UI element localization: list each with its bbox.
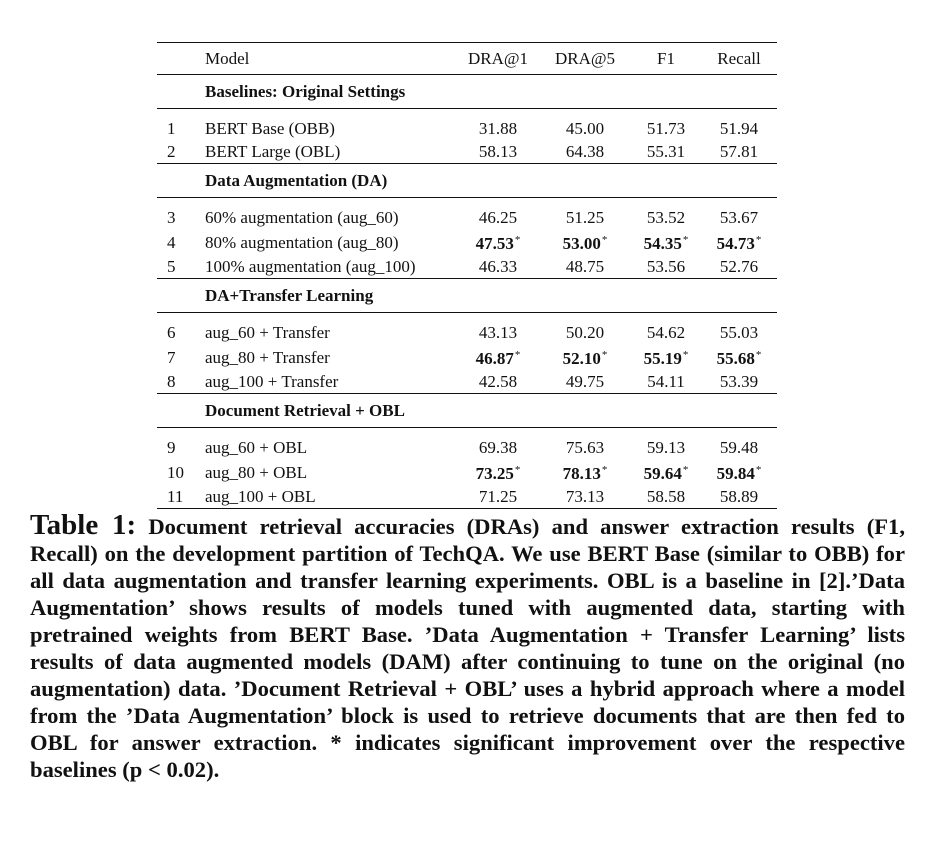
section-header-row xyxy=(157,279,777,313)
row-f1-value: 59.64 xyxy=(643,464,682,483)
row-dra5-value: 48.75 xyxy=(565,257,605,276)
significance-marker: * xyxy=(682,234,689,246)
section-spacer-cell xyxy=(157,428,777,437)
section-num-cell xyxy=(157,164,205,198)
table-row xyxy=(157,321,777,344)
row-recall-cell xyxy=(701,206,777,229)
row-recall-cell xyxy=(701,436,777,459)
row-model-name: 100% augmentation (aug_100) xyxy=(205,255,457,279)
row-number: 2 xyxy=(157,140,205,164)
row-dra1-cell xyxy=(457,344,539,370)
row-dra1-value: 46.25 xyxy=(478,208,518,227)
row-f1-cell xyxy=(631,485,701,509)
row-number: 4 xyxy=(167,232,176,252)
row-f1-value: 59.13 xyxy=(646,438,686,457)
row-dra1-value: 31.88 xyxy=(478,119,518,138)
row-dra1-cell xyxy=(457,255,539,279)
row-recall-cell xyxy=(701,370,777,394)
section-num-cell xyxy=(157,394,205,428)
row-model-name: aug_60 + Transfer xyxy=(205,323,330,342)
section-title: Data Augmentation (DA) xyxy=(205,164,777,198)
row-f1-value: 54.35 xyxy=(643,234,682,253)
section-title: Document Retrieval + OBL xyxy=(205,394,777,428)
row-dra5-value: 50.20 xyxy=(565,323,605,342)
row-dra1-cell xyxy=(457,229,539,255)
row-dra5-cell xyxy=(539,344,631,370)
row-model-name: BERT Large (OBL) xyxy=(205,140,457,164)
section-num-cell xyxy=(157,75,205,109)
row-dra1-value: 58.13 xyxy=(478,142,518,161)
row-dra5-value: 75.63 xyxy=(565,438,605,457)
row-dra1-cell xyxy=(457,436,539,459)
table-row xyxy=(157,370,777,394)
row-recall-cell xyxy=(701,485,777,509)
row-recall-value: 51.94 xyxy=(719,119,759,138)
row-recall-value: 53.67 xyxy=(719,208,759,227)
header-model: Model xyxy=(205,43,457,75)
row-f1-value: 54.62 xyxy=(646,323,686,342)
table-row xyxy=(157,485,777,509)
row-f1-value: 53.52 xyxy=(646,208,686,227)
row-f1-cell xyxy=(631,117,701,140)
row-dra1-value: 69.38 xyxy=(478,438,518,457)
row-recall-value: 59.84 xyxy=(716,464,755,483)
table-row xyxy=(157,459,777,485)
row-dra5-value: 49.75 xyxy=(565,372,605,391)
row-dra1-cell xyxy=(457,370,539,394)
row-dra1-cell xyxy=(457,459,539,485)
row-recall-cell xyxy=(701,459,777,485)
row-recall-value: 59.48 xyxy=(719,438,759,457)
row-recall-value: 54.73 xyxy=(716,234,755,253)
header-dra5: DRA@5 xyxy=(539,43,631,75)
row-recall-value: 52.76 xyxy=(719,257,759,276)
row-recall-cell xyxy=(701,321,777,344)
row-dra1-value: 42.58 xyxy=(478,372,518,391)
row-f1-value: 58.58 xyxy=(646,487,686,506)
significance-marker: * xyxy=(601,234,608,246)
section-num-cell xyxy=(157,279,205,313)
row-number: 3 xyxy=(167,208,176,227)
row-f1-value: 55.19 xyxy=(643,349,682,368)
row-f1-cell xyxy=(631,344,701,370)
row-dra1-value: 43.13 xyxy=(478,323,518,342)
row-number: 8 xyxy=(157,370,205,394)
row-dra5-value: 78.13 xyxy=(562,464,601,483)
section-spacer xyxy=(157,109,777,118)
row-number: 9 xyxy=(167,438,176,457)
row-number: 11 xyxy=(157,485,205,509)
row-f1-cell xyxy=(631,229,701,255)
row-dra5-value: 45.00 xyxy=(565,119,605,138)
significance-marker: * xyxy=(755,464,762,476)
row-model-name: 60% augmentation (aug_60) xyxy=(205,208,399,227)
row-model-name: aug_100 + Transfer xyxy=(205,370,457,394)
section-header-row xyxy=(157,394,777,428)
section-spacer-cell xyxy=(157,313,777,322)
row-number: 1 xyxy=(167,119,176,138)
results-table-body xyxy=(157,43,777,509)
section-title: Baselines: Original Settings xyxy=(205,75,777,109)
row-dra1-value: 46.87 xyxy=(475,349,514,368)
row-number: 6 xyxy=(167,323,176,342)
row-f1-value: 55.31 xyxy=(646,142,686,161)
row-f1-cell xyxy=(631,459,701,485)
row-f1-cell xyxy=(631,255,701,279)
table-row xyxy=(157,206,777,229)
row-dra5-cell xyxy=(539,206,631,229)
row-dra1-cell xyxy=(457,117,539,140)
section-spacer xyxy=(157,313,777,322)
caption-text: Document retrieval accuracies (DRAs) and answer extraction results (F1, Recall) on the development partition of TechQA. We use BERT Base (similar to OBB) for all data augmentation and transfer learning experiments. OBL is a baseline in [2].’Data Augmentation’ shows results of models tuned with augmented data, starting with pretrained weights from BERT Base. ’Data Augmentation + Transfer Learning’ lists results of data augmented models (DAM) after continuing to tune on the original (no augmentation) data. ’Document Retrieval + OBL’ uses a hybrid approach where a model from the ’Data Augmentation’ block is used to retrieve documents that are then fed to OBL for answer extraction. * indicates significant improvement over the respective baselines (p < 0.02). xyxy=(30,514,905,782)
significance-marker: * xyxy=(755,234,762,246)
row-f1-cell xyxy=(631,370,701,394)
section-header-row xyxy=(157,164,777,198)
row-dra5-cell xyxy=(539,436,631,459)
row-recall-cell xyxy=(701,344,777,370)
table-caption xyxy=(30,509,905,783)
row-dra5-cell xyxy=(539,229,631,255)
row-recall-value: 55.68 xyxy=(716,349,755,368)
row-dra1-cell xyxy=(457,485,539,509)
row-model-name: 80% augmentation (aug_80) xyxy=(205,232,399,252)
row-number: 5 xyxy=(157,255,205,279)
caption-label: Table 1: xyxy=(30,509,137,541)
table-header-row xyxy=(157,43,777,75)
row-dra5-cell xyxy=(539,321,631,344)
row-recall-value: 55.03 xyxy=(719,323,759,342)
row-model-name: aug_80 + OBL xyxy=(205,462,308,482)
significance-marker: * xyxy=(601,464,608,476)
significance-marker: * xyxy=(514,464,521,476)
row-dra5-cell xyxy=(539,459,631,485)
significance-marker: * xyxy=(755,349,762,361)
row-dra1-cell xyxy=(457,140,539,164)
row-dra1-value: 73.25 xyxy=(475,464,514,483)
row-number: 7 xyxy=(167,347,176,367)
significance-marker: * xyxy=(601,349,608,361)
table-row xyxy=(157,436,777,459)
row-f1-cell xyxy=(631,436,701,459)
row-f1-value: 53.56 xyxy=(646,257,686,276)
row-recall-value: 58.89 xyxy=(719,487,759,506)
row-f1-value: 51.73 xyxy=(646,119,686,138)
row-dra5-cell xyxy=(539,255,631,279)
table-row xyxy=(157,117,777,140)
row-model-name: aug_80 + Transfer xyxy=(205,347,330,367)
section-header-row xyxy=(157,75,777,109)
row-recall-cell xyxy=(701,255,777,279)
significance-marker: * xyxy=(682,464,689,476)
row-recall-value: 57.81 xyxy=(719,142,759,161)
row-f1-cell xyxy=(631,321,701,344)
section-spacer xyxy=(157,198,777,207)
row-recall-cell xyxy=(701,229,777,255)
significance-marker: * xyxy=(682,349,689,361)
row-dra5-value: 51.25 xyxy=(565,208,605,227)
header-f1: F1 xyxy=(631,43,701,75)
row-number: 10 xyxy=(167,462,184,482)
header-recall: Recall xyxy=(701,43,777,75)
row-dra5-cell xyxy=(539,117,631,140)
row-model-name: aug_60 + OBL xyxy=(205,438,308,457)
table-row xyxy=(157,344,777,370)
row-f1-value: 54.11 xyxy=(647,372,685,391)
row-dra5-cell xyxy=(539,140,631,164)
row-dra5-value: 52.10 xyxy=(562,349,601,368)
section-title: DA+Transfer Learning xyxy=(205,279,777,313)
row-dra5-cell xyxy=(539,485,631,509)
row-dra5-value: 53.00 xyxy=(562,234,601,253)
row-dra5-cell xyxy=(539,370,631,394)
row-dra1-value: 46.33 xyxy=(478,257,518,276)
significance-marker: * xyxy=(514,349,521,361)
table-row xyxy=(157,229,777,255)
row-recall-cell xyxy=(701,140,777,164)
row-dra5-value: 73.13 xyxy=(565,487,605,506)
section-spacer-cell xyxy=(157,198,777,207)
row-recall-cell xyxy=(701,117,777,140)
section-spacer-cell xyxy=(157,109,777,118)
row-dra5-value: 64.38 xyxy=(565,142,605,161)
row-recall-value: 53.39 xyxy=(719,372,759,391)
row-f1-cell xyxy=(631,140,701,164)
row-dra1-value: 47.53 xyxy=(475,234,514,253)
header-num xyxy=(157,43,205,75)
significance-marker: * xyxy=(514,234,521,246)
table-row xyxy=(157,140,777,164)
row-f1-cell xyxy=(631,206,701,229)
row-model-name: BERT Base (OBB) xyxy=(205,119,335,138)
row-model-name: aug_100 + OBL xyxy=(205,485,457,509)
row-dra1-cell xyxy=(457,206,539,229)
row-dra1-value: 71.25 xyxy=(478,487,518,506)
section-spacer xyxy=(157,428,777,437)
results-table xyxy=(157,42,777,509)
results-table-container xyxy=(157,42,777,509)
row-dra1-cell xyxy=(457,321,539,344)
header-dra1: DRA@1 xyxy=(457,43,539,75)
table-row xyxy=(157,255,777,279)
